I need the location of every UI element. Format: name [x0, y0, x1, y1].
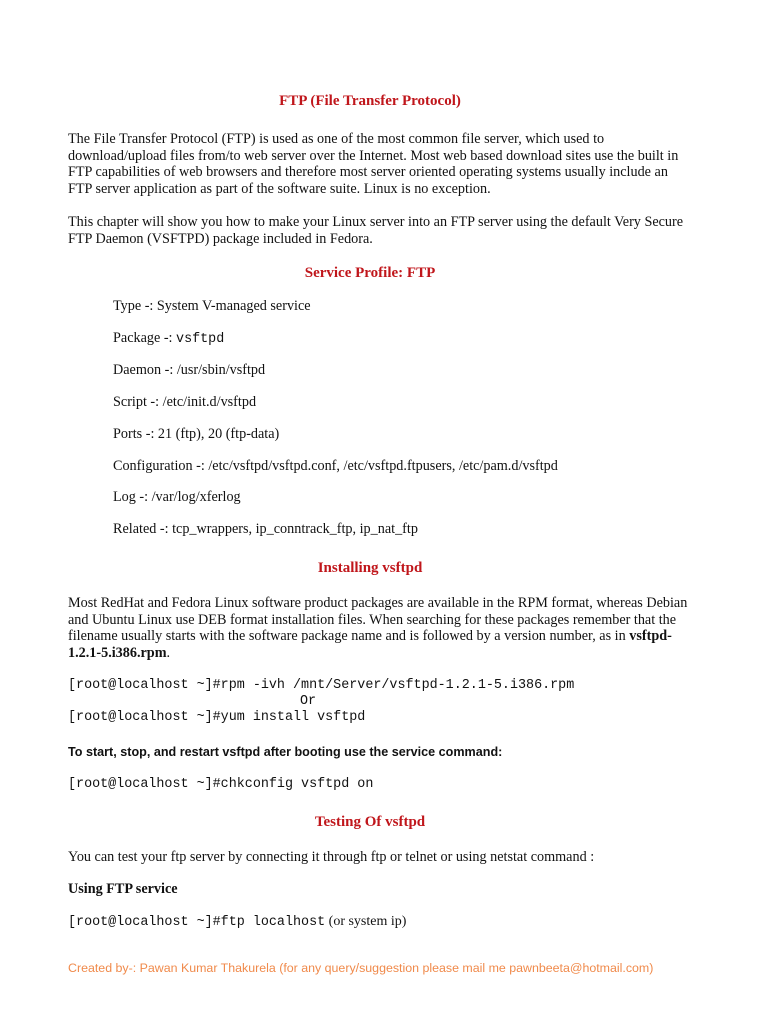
- installing-line: Most RedHat and Fedora Linux software product packages are available in the RPM format, whereas Debian: [68, 595, 688, 611]
- command-ftp: [68, 914, 406, 930]
- command-ftp-text: [root@localhost ~]#ftp localhost: [68, 915, 326, 930]
- chapter-line: This chapter will show you how to make your Linux server into an FTP server using the default Very Secure: [68, 214, 684, 230]
- profile-package-value: vsftpd: [176, 332, 225, 347]
- installing-line: [68, 645, 708, 662]
- intro-line: FTP server application as part of the software suite. Linux is no exception.: [68, 180, 491, 197]
- installing-line: [68, 628, 708, 645]
- profile-configuration: Configuration -: /etc/vsftpd/vsftpd.conf, /etc/vsftpd.ftpusers, /etc/pam.d/vsftpd: [113, 458, 558, 474]
- profile-type: Type -: System V-managed service: [113, 298, 311, 314]
- profile-related: Related -: tcp_wrappers, ip_conntrack_ftp, ip_nat_ftp: [113, 521, 418, 537]
- profile-daemon: Daemon -: /usr/sbin/vsftpd: [113, 362, 266, 378]
- package-filename-part2: 1.2.1-5.i386.rpm: [68, 644, 167, 661]
- command-rpm: [root@localhost ~]#rpm -ivh /mnt/Server/vsftpd-1.2.1-5.i386.rpm: [68, 678, 575, 693]
- service-profile-heading: Service Profile: FTP: [304, 265, 436, 281]
- profile-log: Log -: /var/log/xferlog: [113, 489, 241, 505]
- footer-credit: Created by-: Pawan Kumar Thakurela (for any query/suggestion please mail me pawnbeeta@hotmail.com): [68, 961, 654, 975]
- intro-line: FTP capabilities of web browsers and therefore most server oriented operating systems usually include an: [68, 164, 668, 180]
- installing-line3-text: filename usually starts with the software package name and is followed by a version number, as in: [68, 628, 630, 644]
- service-command-note: To start, stop, and restart vsftpd after booting use the service command:: [68, 745, 503, 759]
- command-ftp-note: (or system ip): [325, 914, 407, 929]
- command-yum: [root@localhost ~]#yum install vsftpd: [68, 710, 366, 725]
- installing-heading: Installing vsftpd: [317, 560, 423, 576]
- chapter-line: FTP Daemon (VSFTPD) package included in Fedora.: [68, 230, 373, 247]
- intro-line: The File Transfer Protocol (FTP) is used as one of the most common file server, which used to: [68, 131, 605, 147]
- profile-package: [113, 330, 224, 347]
- chapter-paragraph: [68, 214, 708, 247]
- installing-line4-suffix: .: [166, 644, 171, 661]
- intro-paragraph: [68, 131, 708, 197]
- testing-heading: Testing Of vsftpd: [314, 814, 426, 830]
- testing-description: You can test your ftp server by connecting it through ftp or telnet or using netstat command :: [68, 849, 595, 865]
- package-filename-part1: vsftpd-: [629, 628, 672, 644]
- profile-ports: Ports -: 21 (ftp), 20 (ftp-data): [113, 426, 280, 442]
- intro-line: download/upload files from/to web server over the Internet. Most web based download sites use the built in: [68, 147, 679, 164]
- page-title: FTP (File Transfer Protocol): [279, 93, 461, 109]
- command-chkconfig: [root@localhost ~]#chkconfig vsftpd on: [68, 777, 374, 792]
- profile-package-label: Package -:: [113, 330, 177, 346]
- installing-line: and Ubuntu Linux use DEB format installation files. When searching for these packages remember that the: [68, 611, 677, 628]
- installing-paragraph: [68, 595, 708, 661]
- or-separator: Or: [300, 694, 317, 709]
- ftp-service-subheading: Using FTP service: [68, 881, 178, 897]
- profile-script: Script -: /etc/init.d/vsftpd: [113, 394, 257, 410]
